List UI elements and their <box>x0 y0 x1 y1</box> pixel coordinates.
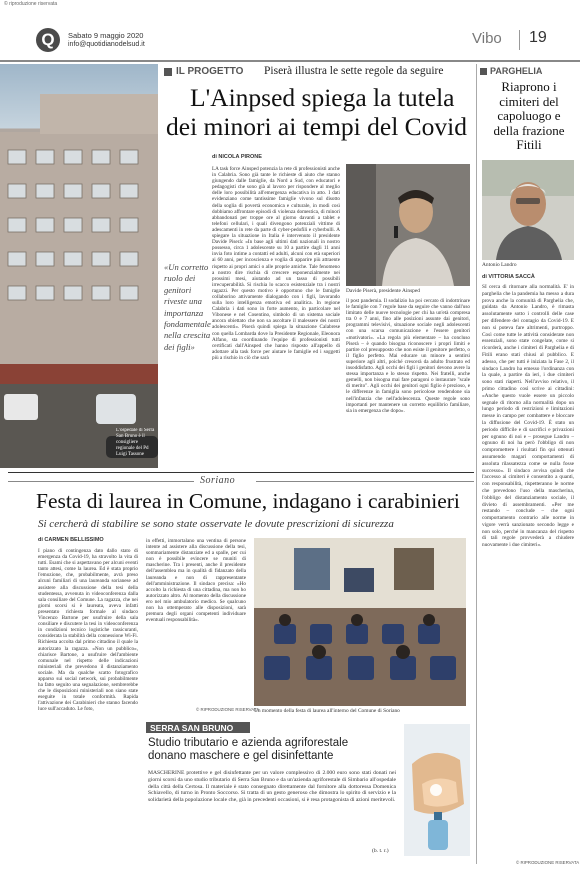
second-story-col2: in effetti, immortalano una ventina di persone intente ad assistere alla discussione della tesi, sommariamente distanziate ed a spalle, per cui non è possibile evincere se muniti di mascherine. Tra i presenti, anche il presidente dell'assemblea ma in qualità di fidanzato della laureanda e non di rappresentante dell'amministrazione. Il sindaco precisa: «Ho accolto la richiesta di una cittadina, ma non ho autorizzato altro. Al momento della discussione ero nel mio ambulatorio medico. Se qualcuno non ha ottemperato alle disposizioni, sarà premura degli organi competenti individuare eventuali responsabilità». <box>146 538 246 624</box>
main-headline-line2: dei minori ai tempi del Covid <box>166 112 467 141</box>
landro-portrait <box>482 160 574 260</box>
portrait-graphic <box>346 164 470 286</box>
graduation-photo <box>254 538 466 706</box>
second-story-byline: di CARMEN BELLISSIMO <box>38 537 104 543</box>
pisera-portrait <box>346 164 470 286</box>
second-story-top-rule <box>8 472 474 473</box>
second-story-copyright: © RIPRODUZIONE RISERVATA <box>196 707 260 712</box>
main-story-col1: LA task force Ainsped potenzia la rete di professionisti anche in Calabria. Sono già tante le richieste di aiuto che stanno giungendo dalle famiglie, da Nord a Sud, con educatori e pedagogisti che sono già al lavoro per rispondere al meglio delle loro possibilità all'emergenza educativa in atto. I dati evidenziano come tantissime famiglie vivono sul disotto della soglia di povertà economica e culturale, in modi così dobbiamo affrontare episodi di violenza domestica, di minori abbandonati per troppe ore al giorno davanti a tablet e telefoni cellulari, i quali divengono potenziali vittime di adescamenti in rete da parte di cyber-pedofili e cyberbulli. A spiegare la situazione in Italia è intervenuto il presidente Davide Piserà: «In base agli ultimi dati nazionali in nostro possesso, circa 1 adolescente su 10 a partire dagli 11 anni invia foto intime a contatti ed adulti, alcuni con età superiori ai 60 anni, per incoscienza e voglia di apparire più attraente rispetto ai propri amici o alle proprie amiche. Tale fenomeno a nostro dire rischia di crescere esponenzialmente nei prossimi mesi, aiutando ad un tasso di possibili irrecuperabilità. Si rischia lo scacco esistenziale tra i nostri ragazzi. Per questo motivo è opportuno che le famiglie collaborino attivamente dialogando con i figli, lavorando sulla loro intelligenza emotiva ed analitica. In regione Calabria i dati sono in forte aumento, in particolare nel Vibonese e nel Cosentino, simbolo di un sistema sociale ancora obiettato che non sa ascoltare il malessere dei nostri adolescenti». Piserà quindi spiega la situazione Calabrese con quella Lombarda dove la Presidente Regionale, Eleonora Alfano, sta coordinando l'equipe di professionisti tutti certificati dall'Ainsped che hanno risposto all'appello di adottare alla task force per aiutare le famiglie ed i soggetti più a rischio in ciò che sarà <box>212 166 340 361</box>
landro-portrait-caption: Antonio Landro <box>482 262 517 268</box>
main-byline: di NICOLA PIRONE <box>212 154 262 160</box>
council-room-graphic <box>254 538 466 706</box>
sidebar-divider <box>476 64 477 864</box>
landro-portrait-graphic <box>482 160 574 260</box>
second-story-headline: Festa di laurea in Comune, indagano i carabinieri <box>36 489 460 513</box>
square-bullet-icon <box>480 68 487 75</box>
graduation-photo-caption: Un momento della festa di laurea all'interno del Comune di Soriano <box>254 708 400 714</box>
sidebar-kicker: PARGHELIA <box>490 66 543 76</box>
logo-q-icon: Q <box>36 28 60 52</box>
second-story-kicker-rule-left <box>8 481 194 482</box>
main-overline: Piserà illustra le sette regole da seguire <box>264 65 444 77</box>
second-story-kicker-rule-right <box>256 481 474 482</box>
main-kicker: IL PROGETTO <box>176 66 244 77</box>
second-story-subhead: Si cercherà di stabilire se sono state osservate le dovute prescrizioni di sicurezza <box>38 518 394 530</box>
brief-headline-line2: donano maschere e gel disinfettante <box>148 750 334 762</box>
pisera-portrait-caption: Davide Piserà, presidente Ainsped <box>346 288 420 294</box>
issue-date: Sabato 9 maggio 2020 <box>68 31 144 40</box>
second-story-col1: I piano di contingenza dato dallo stato di emergenza da Covid-19, ha stravolto la vita di tutti. Esami che si aspettavano per alcuni eventi tanto attesi, come la laurea. Ed è stata proprio l'emozione, che, probabilmente, avrà preso alcuni familiari di una laureanda sorianese ad assistere alla discussione della tesi della studentessa, avvenuta in videoconferenza dalla sala consiliare del Comune. La ragazza, che nei giorni scorsi si è laureata, aveva infatti presentato richiesta formale al sindaco Vincenzo Bartone per usufruire della sala consiliare e discutere la tesi in videoconferenza in condizioni tecnico logistiche rassicuranti, considerata la stabilità della connessione Wi-Fi. Richiesta accolta dal primo cittadino il quale la autorizzato la ragazza. «Non un pubblico», chiarisce Bartone, a usufruire dell'ambiente comunale nel rispetto delle indicazioni ministeriali che prevedono il distanziamento sociale. Ma da qualche scatto fotografico apparso sui social network, sui probabilmente ha fatto seguito una segnalazione, sembrerebbe che le disposizioni ministeriali non siano state eseguite in totale conformità. Rapida l'attivazione dei Carabinieri che stanno facendo luce sull'accaduto. Le foto, <box>38 548 138 713</box>
sidebar-copyright: © RIPRODUZIONE RISERVATA <box>516 860 580 865</box>
masthead <box>36 26 566 58</box>
hospital-photo-caption: L'ospedale di Serra San Bruno è il consigliere regionale del Pd Luigi Tassone <box>116 428 155 457</box>
page-number: 19 <box>529 29 547 46</box>
sidebar-kicker-bar <box>480 66 576 78</box>
sidebar-headline: Riaprono i cimiteri del capoluogo e della frazione Fitili <box>493 79 565 152</box>
section-name: Vibo <box>472 30 502 47</box>
sanitizer-graphic <box>404 724 470 856</box>
masthead-email[interactable]: info@quotidianodelsud.it <box>68 41 145 48</box>
masthead-divider <box>519 30 520 50</box>
brief-signature: (b. t. r.) <box>372 848 389 854</box>
brief-kicker-bar <box>146 722 250 733</box>
main-kicker-bar <box>164 66 470 78</box>
main-pull-quote: «Un corretto ruolo dei genitori riveste una importanza fondamentale nella crescita dei figli» <box>164 262 211 352</box>
hospital-photo <box>0 64 158 468</box>
brief-kicker: SERRA SAN BRUNO <box>150 723 234 733</box>
brief-headline-line1: Studio tributario e azienda agriforestale <box>148 737 349 749</box>
brief-text: MASCHERINE protettive e gel disinfettante per un valore complessivo di 2.000 euro sono stati donati nei giorni scorsi da uno studio tributario di Serra San Bruno e da un'azienda agriforestale di Simbario all'ospedale della città della Certosa. Il materiale è stato consegnato direttamente dal fornitore alla dottoressa Domenica Schiavello, di turno in Pronto Soccorso. Si tratta di un gesto generoso che dimostra lo spirito di servizio e la solidarietà della popolazione locale che, già in precedenti occasioni, si è resa protagonista di azioni meritevoli. <box>148 770 396 804</box>
square-bullet-icon <box>164 68 172 76</box>
main-story-col2: il post pandemia. Il sodalizio ha poi cercato di indottrinare le famiglie con 7 regole base da seguire che vanno dall'uso limitato delle nuove tecnologie per chi ha un'età compresa tra 0 e 7 anni, fino alle posizioni assunte dai genitori, programmi televisivi, situazione sociale negli adolescenti con una scarsa comunicazione e l'essere genitori «motivatori». «La regola più elementare – ha concluso Piserà – è quando bisogna riconoscere i propri limiti e partire col presupposto che non esiste il genitore perfetto, o il figlio perfetto. Mai educare un minore a sentirsi superiore agli altri, poiché crescerà da adulto frustrato ed insoddisfatto. Agli occhi dei figli i genitori devono avere la stessa importanza e lo stesso rispetto. Nei fratelli, anche gemelli, non bisogna mai fare paragoni o instaurare "scale di merito". Agli occhi dei genitori ogni figlio è prezioso, e le differenze in famiglia sono pericolose rendendone sia nell'infanzia che nell'adolescenza. Queste regole sono importanti per mantenere un corretto equilibrio familiare, sia in emergenza che dopo». <box>346 298 470 414</box>
masthead-rule <box>0 60 580 62</box>
sanitizer-photo <box>404 724 470 856</box>
second-story-kicker: Soriano <box>200 475 236 486</box>
main-headline-line1: L'Ainpsed spiega la tutela <box>190 83 455 112</box>
hospital-building-graphic <box>0 64 158 468</box>
sidebar-byline: di VITTORIA SACCÀ <box>482 274 535 280</box>
sidebar-text: SI cerca di ritornare alla normalità. E' in parghelia che la pandemia ha messo a dura prova anche la comunità di Parghelia che, guidata da Antonio Landro, è rimasta assolutamente sotto i controlli delle case per difendere del contagio da Covid-19. E non si poteva fare altrimenti, purtroppo. Così come tutte le attività considerate non essenziali, sono state congelate, come si ricorderà, anche i cimiteri di Parghelia e di Fitili erano stati chiusi al pubblico. E adesso, che per tutti è iniziata la Fase 2, il sindaco Landro ha emesso l'ordinanza con la quale, a partire da ieri, i due cimiteri sono stati riaperti. Nell'avviso relativo, il primo cittadino così scrive ai cittadini: «Anche questo vuole essere un piccolo segnale di ritorno alla normalità dopo un lungo periodo di restrizioni e limitazioni messe in campo per combattere e bloccare la diffusione del Covid-19. È stato un periodo difficile e di sacrifici e privazioni per ognuno di noi e – prosegue Landro – ognuno di noi ha però l'obbligo di non compromettere i risultati fin qui ottenuti assumendo magari comportamenti di assoluta rilassatezza come se nulla fosse successo». Il sindaco avvisa quindi che l'accesso ai cimiteri è consentito a quanti, con responsabilità, rispetteranno le norme che prevedono l'uso della mascherina, l'obbligo del distanziamento sociale, il divieto di assembramenti. «Per me restando – conclude – che ogni comportamento contrario alle norme in vigore verrà sanzionato secondo legge e non solo, perché in mancanza del rispetto di tali regole provvederà a chiudere nuovamente i due cimiteri». <box>482 284 574 549</box>
copyright-strip: © riproduzione riservata <box>4 1 58 7</box>
